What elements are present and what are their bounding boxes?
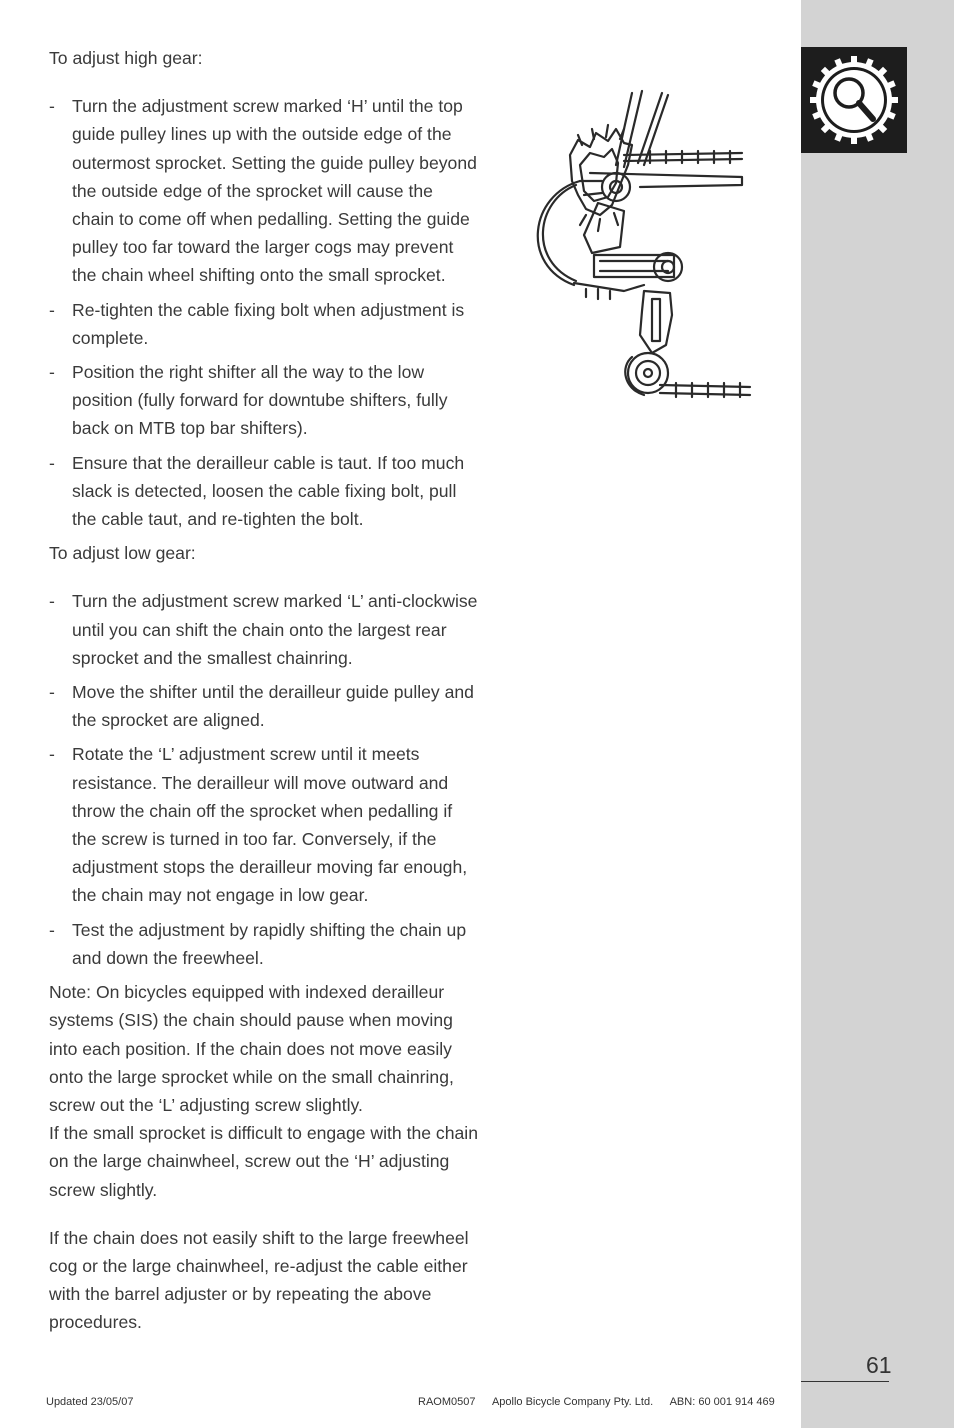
list-item: - Move the shifter until the derailleur guide pulley and the sprocket are aligned.	[49, 678, 479, 734]
list-item: - Turn the adjustment screw marked ‘H’ until the top guide pulley lines up with the outside edge of the outermost sprocket. Setting the guide pulley beyond the outside edge of the sprocket will cause the chain to come off when pedalling. Setting the guide pulley too far toward the larger cogs may prevent the chain wheel shifting onto the small sprocket.	[49, 92, 479, 289]
footer-company: Apollo Bicycle Company Pty. Ltd.	[491, 1396, 654, 1408]
body-text	[49, 44, 479, 1337]
footer-code: RAOM0507	[418, 1396, 476, 1408]
high-gear-steps	[49, 92, 479, 533]
list-item: - Ensure that the derailleur cable is taut. If too much slack is detected, loosen the cable fixing bolt, pull the cable taut, and re-tighten the bolt.	[49, 449, 479, 534]
low-gear-steps	[49, 587, 479, 972]
section-icon-box	[801, 47, 907, 153]
footer-updated: Updated 23/05/07	[46, 1396, 134, 1408]
page-number-rule	[801, 1381, 889, 1382]
list-item: - Position the right shifter all the way to the low position (fully forward for downtube shifters, fully back on MTB top bar shifters).	[49, 358, 479, 443]
list-item: - Test the adjustment by rapidly shifting the chain up and down the freewheel.	[49, 916, 479, 972]
high-gear-heading: To adjust high gear:	[49, 48, 203, 68]
magnifier-gear-icon	[809, 55, 899, 145]
low-gear-heading: To adjust low gear:	[49, 543, 196, 564]
rear-derailleur-illustration	[520, 85, 760, 415]
footer-abn: ABN: 60 001 914 469	[669, 1396, 775, 1408]
list-item: - Turn the adjustment screw marked ‘L’ anti-clockwise until you can shift the chain onto the largest rear sprocket and the smallest chainring.	[49, 587, 479, 672]
footer-info	[418, 1396, 789, 1408]
list-item: - Rotate the ‘L’ adjustment screw until it meets resistance. The derailleur will move outward and throw the chain off the sprocket when pedalling if the screw is turned in too far. Conversely, if the adjustment stops the derailleur moving far enough, the chain may not engage in low gear.	[49, 740, 479, 909]
list-item: - Re-tighten the cable fixing bolt when adjustment is complete.	[49, 296, 479, 352]
note-paragraph-2: If the small sprocket is difficult to engage with the chain on the large chainwheel, screw out the ‘H’ adjusting screw slightly.	[49, 1123, 478, 1200]
note-paragraph: Note: On bicycles equipped with indexed derailleur systems (SIS) the chain should pause when moving into each position. If the chain does not move easily onto the large sprocket while on the small chainring, screw out the ‘L’ adjusting screw slightly.	[49, 982, 454, 1115]
closing-paragraph: If the chain does not easily shift to the large freewheel cog or the large chainwheel, re-adjust the cable either with the barrel adjuster or by repeating the above procedures.	[49, 1227, 469, 1333]
page-number: 61	[866, 1352, 892, 1378]
sidebar-band	[801, 0, 954, 1428]
